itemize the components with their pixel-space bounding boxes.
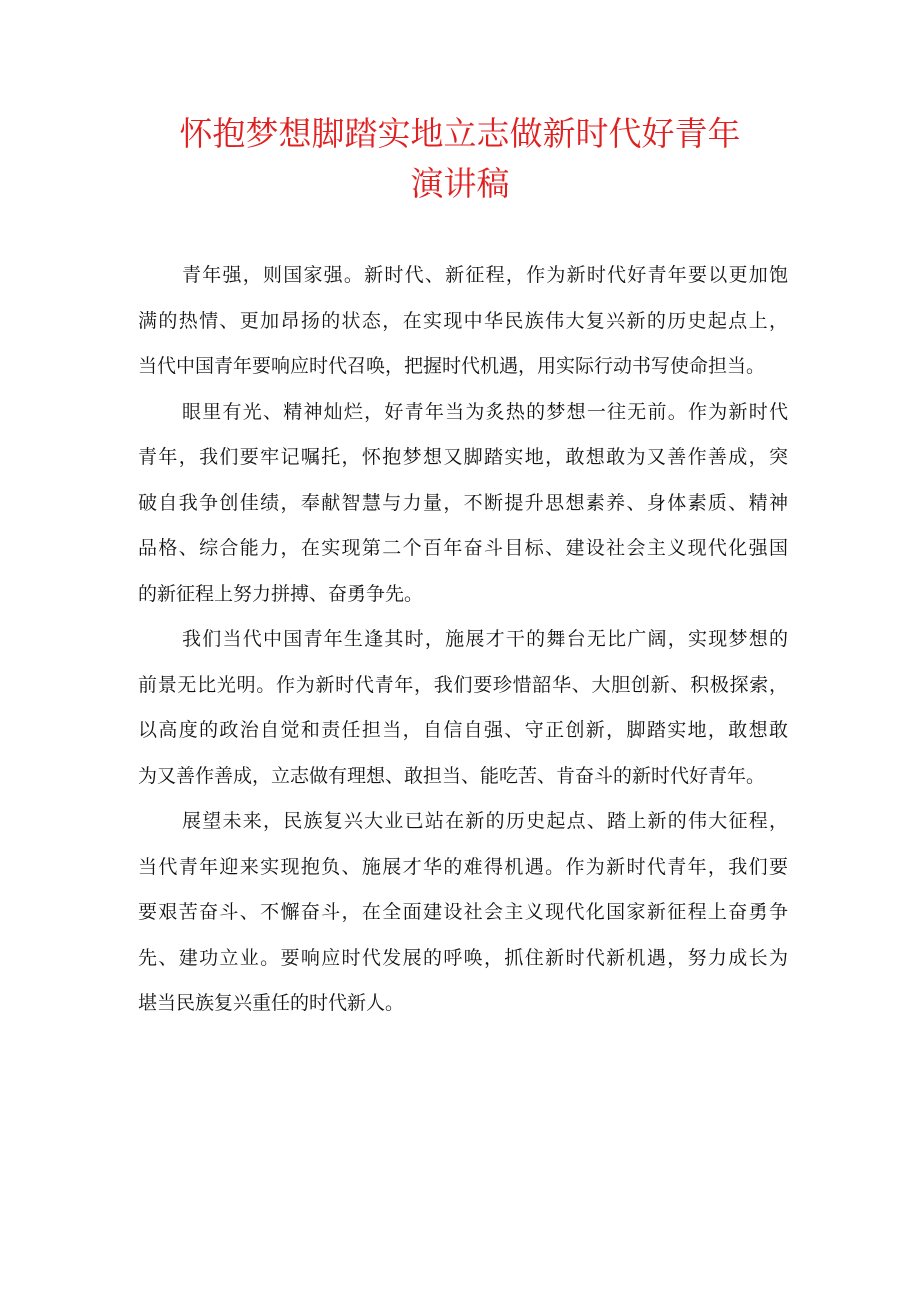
document-title-line-2: 演讲稿	[410, 164, 510, 203]
paragraph-line: 堪当民族复兴重任的时代新人。	[138, 992, 405, 1014]
paragraph-line: 以高度的政治自觉和责任担当，自信自强、守正创新，脚踏实地，敢想敢	[138, 719, 788, 741]
paragraph-line: 满的热情、更加昂扬的状态，在实现中华民族伟大复兴新的历史起点上，	[138, 309, 788, 332]
paragraph-line: 青年强，则国家强。新时代、新征程，作为新时代好青年要以更加饱	[182, 264, 788, 286]
paragraph-line: 前景无比光明。作为新时代青年，我们要珍惜韶华、大胆创新、积极探索，	[138, 673, 788, 696]
paragraph-line: 的新征程上努力拼搏、奋勇争先。	[138, 582, 424, 605]
paragraph-line: 眼里有光、精神灿烂，好青年当为炙热的梦想一往无前。作为新时代	[182, 400, 788, 423]
paragraph-line: 为又善作善成，立志做有理想、敢担当、能吃苦、肯奋斗的新时代好青年。	[138, 764, 766, 787]
document-title-line-1: 怀抱梦想脚踏实地立志做新时代好青年	[179, 114, 741, 153]
paragraph-line: 当代中国青年要响应时代召唤，把握时代机遇，用实际行动书写使命担当。	[138, 355, 766, 377]
paragraph-line: 当代青年迎来实现抱负、施展才华的难得机遇。作为新时代青年，我们要	[138, 855, 788, 878]
paragraph-line: 先、建功立业。要响应时代发展的呼唤，抓住新时代新机遇，努力成长为	[138, 946, 788, 969]
paragraph-line: 展望未来，民族复兴大业已站在新的历史起点、踏上新的伟大征程，	[182, 810, 788, 832]
paragraph-line: 要艰苦奋斗、不懈奋斗，在全面建设社会主义现代化国家新征程上奋勇争	[138, 901, 788, 923]
paragraph-line: 青年，我们要牢记嘱托，怀抱梦想又脚踏实地，敢想敢为又善作善成，突	[138, 446, 788, 468]
paragraph-line: 我们当代中国青年生逢其时，施展才干的舞台无比广阔，实现梦想的	[182, 628, 788, 650]
paragraph-line: 破自我争创佳绩，奉献智慧与力量，不断提升思想素养、身体素质、精神	[138, 491, 788, 514]
paragraph-line: 品格、综合能力，在实现第二个百年奋斗目标、建设社会主义现代化强国	[138, 537, 788, 559]
